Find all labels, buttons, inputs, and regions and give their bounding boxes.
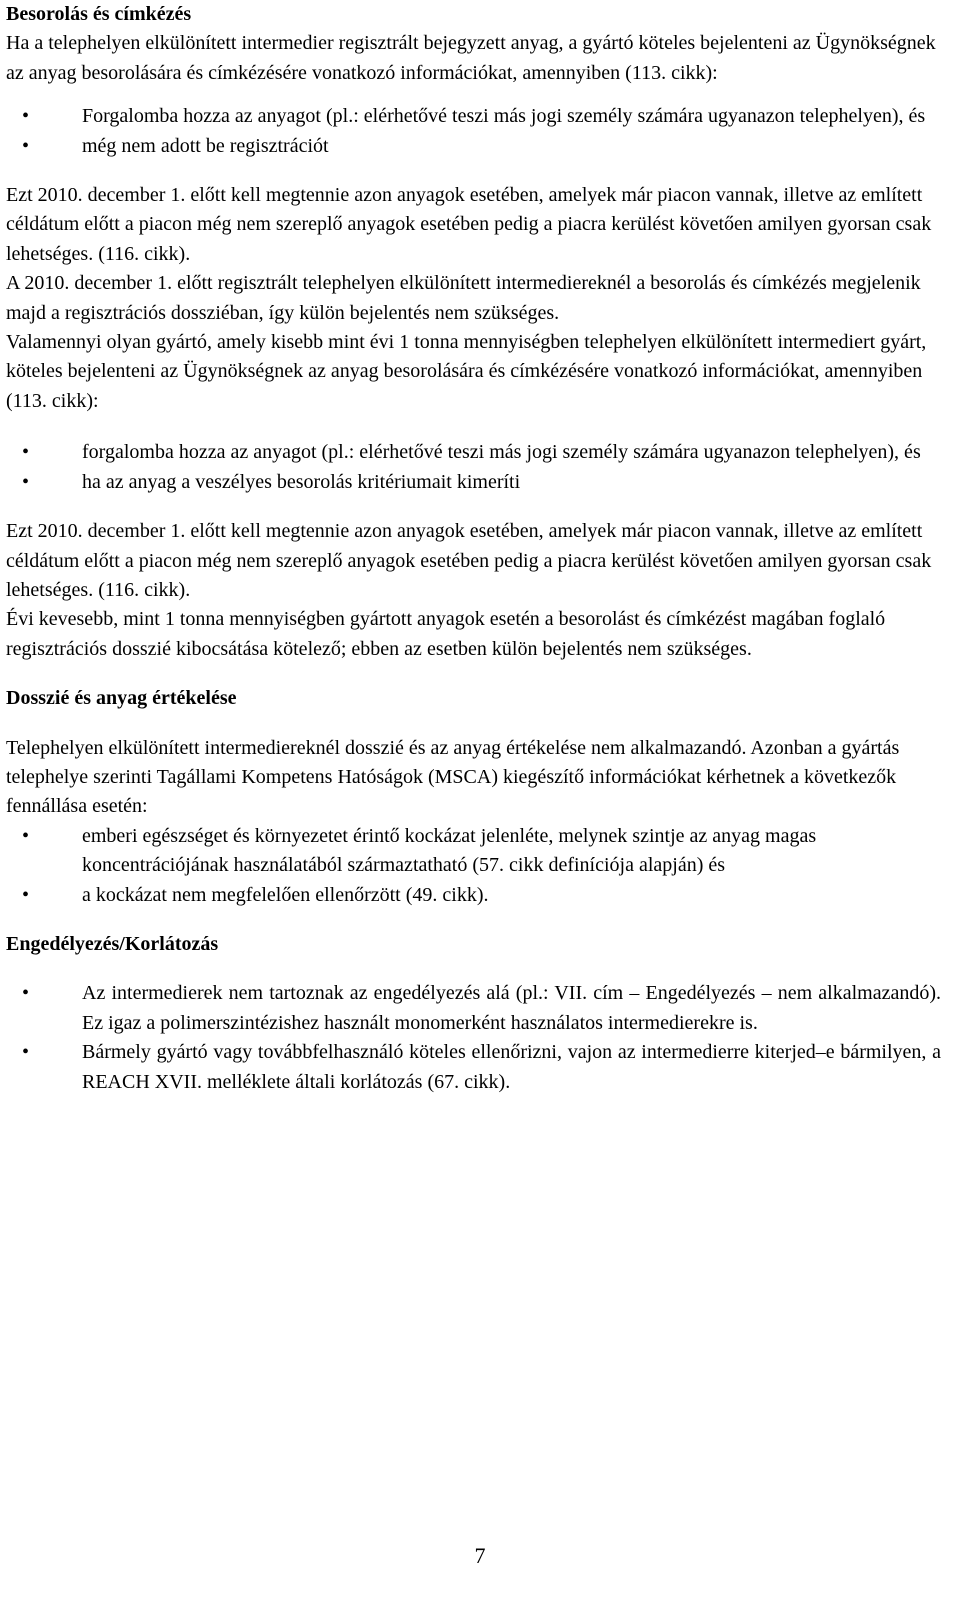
dosszie-para-1: Telephelyen elkülönített intermediereknél dosszié és az anyag értékelése nem alkalmazandó. Azonban a gyártás telephelye szerinti Tagállami Kompetens Hatóságok (MSCA) kiegészítő információkat kérhetnek a következők fennállása esetén: [6, 736, 900, 818]
besorolas-intro: Ha a telephelyen elkülönített intermedier regisztrált bejegyzett anyag, a gyártó köteles bejelenteni az Ügynökségnek az anyag besorolására és címkézésére vonatkozó információkat, amennyiben (113. cikk): [6, 32, 936, 84]
heading-besorolas: Besorolás és címkézés [6, 3, 192, 25]
list-item: • még nem adott be regisztrációt [6, 132, 941, 161]
document-page [6, 0, 941, 1097]
besorolas-bullets-2 [6, 438, 941, 497]
list-item: • a kockázat nem megfelelően ellenőrzött (49. cikk). [6, 881, 941, 910]
besorolas-para-2: A 2010. december 1. előtt regisztrált telephelyen elkülönített intermediereknél a besorolás és címkézés megjelenik majd a regisztrációs dossziéban, így külön bejelentés nem szükséges. [6, 272, 921, 324]
besorolas-bullets-1 [6, 102, 941, 161]
page-number: 7 [474, 1543, 486, 1568]
besorolas-para-4: Ezt 2010. december 1. előtt kell megtennie azon anyagok esetében, amelyek már piacon vannak, illetve az említett céldátum előtt a piacon még nem szereplő anyagok esetében pedig a piacra kerülést követően amilyen gyorsan csak lehetséges. (116. cikk). [6, 520, 932, 601]
list-item: • Az intermedierek nem tartoznak az engedélyezés alá (pl.: VII. cím – Engedélyezés – nem alkalmazandó). Ez igaz a polimerszintézishez használt monomerként használatos intermedierekre is. [6, 979, 941, 1038]
list-item: • ha az anyag a veszélyes besorolás kritériumait kimeríti [6, 468, 941, 497]
list-item: • Bármely gyártó vagy továbbfelhasználó köteles ellenőrizni, vajon az intermedierre kiterjed–e bármilyen, a REACH XVII. melléklete általi korlátozás (67. cikk). [6, 1038, 941, 1097]
dosszie-bullets [6, 822, 941, 910]
engedelyezes-bullets [6, 979, 941, 1097]
besorolas-para-5: Évi kevesebb, mint 1 tonna mennyiségben gyártott anyagok esetén a besorolást és címkézést magában foglaló regisztrációs dosszié kibocsátása kötelező; ebben az esetben külön bejelentés nem szükséges. [6, 608, 886, 660]
list-item: • emberi egészséget és környezetet érintő kockázat jelenléte, melynek szintje az anyag magas koncentrációjának használatából származtatható (57. cikk definíciója alapján) és [6, 822, 941, 881]
besorolas-para-3: Valamennyi olyan gyártó, amely kisebb mint évi 1 tonna mennyiségben telephelyen elkülönített intermediert gyárt, köteles bejelenteni az Ügynökségnek az anyag besorolására és címkézésére vonatkozó információkat, amennyiben (113. cikk): [6, 331, 927, 412]
heading-engedelyezes: Engedélyezés/Korlátozás [6, 932, 219, 955]
heading-dosszie: Dosszié és anyag értékelése [6, 687, 237, 710]
list-item: • forgalomba hozza az anyagot (pl.: elérhetővé teszi más jogi személy számára ugyanazon telephelyen), és [6, 438, 941, 467]
list-item: • Forgalomba hozza az anyagot (pl.: elérhetővé teszi más jogi személy számára ugyanazon telephelyen), és [6, 102, 941, 131]
besorolas-para-1: Ezt 2010. december 1. előtt kell megtennie azon anyagok esetében, amelyek már piacon vannak, illetve az említett céldátum előtt a piacon még nem szereplő anyagok esetében pedig a piacra kerülést követően amilyen gyorsan csak lehetséges. (116. cikk). [6, 184, 932, 265]
